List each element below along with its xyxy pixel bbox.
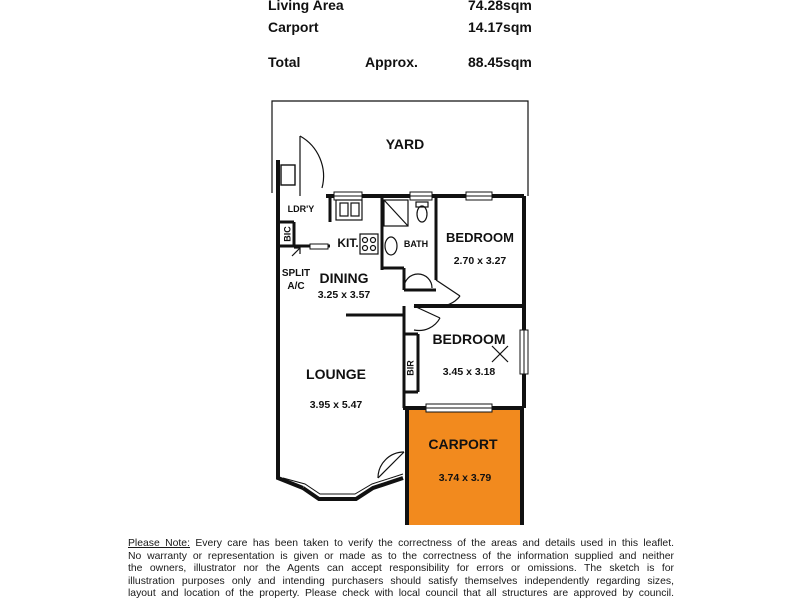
disclaimer-line-3: the owners, illustrator nor the Agents can accept responsibility for errors or omissions. The sketch is for [128, 563, 674, 575]
room-label-bir: BIR [405, 360, 416, 376]
total-approx-label: Approx. [365, 54, 418, 70]
room-label-carport: CARPORT [428, 436, 498, 452]
carport-area [407, 408, 522, 525]
room-label-yard: YARD [385, 136, 425, 152]
carport-area-value: 14.17sqm [468, 19, 532, 35]
carport-area-label: Carport [268, 19, 319, 35]
room-label-bath: BATH [403, 239, 429, 249]
room-label-bedroom-1: BEDROOM [446, 230, 514, 245]
room-label-dining: DINING [319, 270, 369, 286]
split-ac-label-2: A/C [287, 281, 305, 292]
room-dim-lounge: 3.95 x 5.47 [309, 399, 363, 411]
living-area-value: 74.28sqm [468, 0, 532, 13]
disclaimer-note [128, 538, 674, 601]
total-area-label: Total [268, 54, 301, 70]
room-dim-bedroom-1: 2.70 x 3.27 [453, 255, 507, 267]
total-area-value: 88.45sqm [468, 54, 532, 70]
disclaimer-line-1 [128, 538, 674, 551]
room-label-laundry: LDR'Y [287, 204, 315, 214]
disclaimer-lead: Please Note: [128, 538, 190, 549]
room-dim-dining: 3.25 x 3.57 [317, 289, 371, 301]
room-label-kitchen: KIT. [337, 236, 359, 250]
room-dim-bedroom-2: 3.45 x 3.18 [442, 366, 496, 378]
room-label-bic: BIC [282, 226, 293, 242]
split-ac-label-1: SPLIT [281, 268, 311, 279]
room-label-lounge: LOUNGE [306, 366, 366, 382]
disclaimer-line-4: illustration purposes only and intending purchasers should satisfy themselves independently regarding sizes, [128, 575, 674, 587]
room-label-bedroom-2: BEDROOM [432, 331, 506, 347]
room-dim-carport: 3.74 x 3.79 [438, 472, 492, 484]
disclaimer-line-2: No warranty or representation is given or made as to the correctness of the information supplied and neither [128, 550, 674, 562]
disclaimer-line-5: layout and location of the property. Please check with local council that all structures are approved by council. [128, 588, 674, 600]
disclaimer-text-1: Every care has been taken to verify the correctness of the areas and details used in this leaflet. [195, 538, 674, 549]
living-area-label: Living Area [268, 0, 344, 13]
split-ac-unit [310, 244, 328, 249]
